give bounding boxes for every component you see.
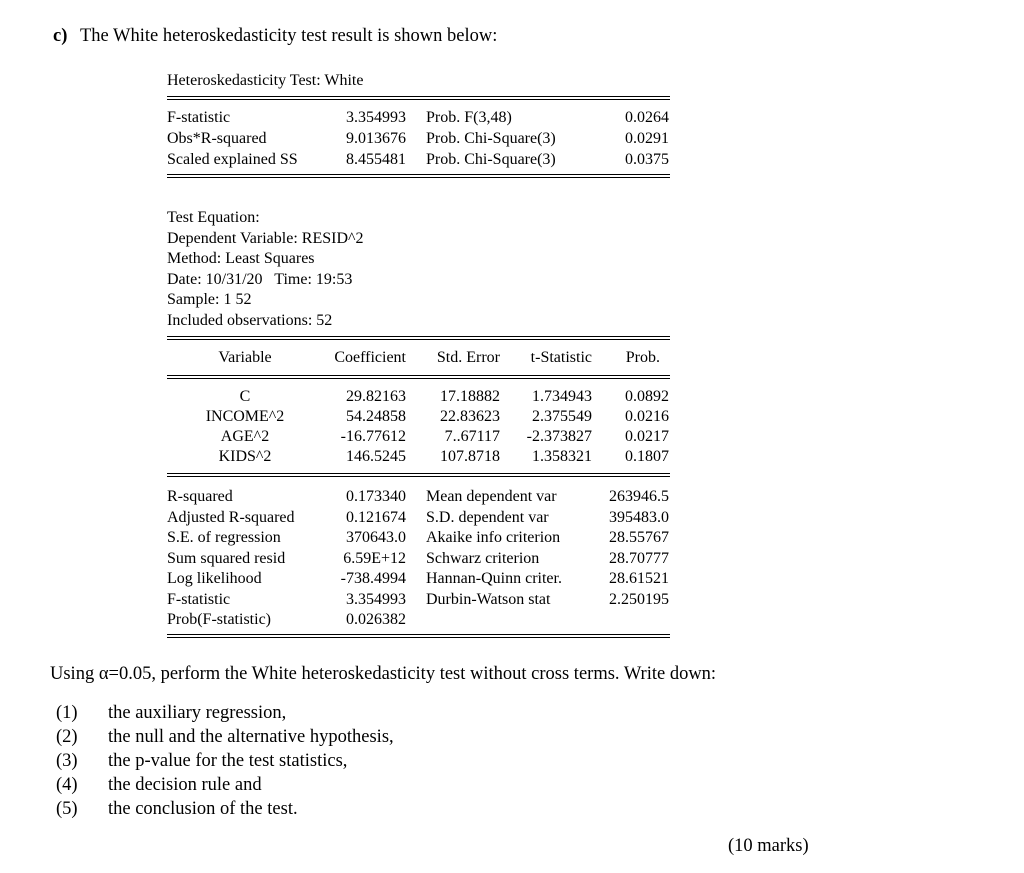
- item-text: the auxiliary regression,: [108, 703, 287, 723]
- coefficient-value: 54.24858: [346, 408, 406, 425]
- method: Method: Least Squares: [167, 250, 315, 267]
- variable-name: INCOME^2: [205, 408, 285, 425]
- header-std-error: Std. Error: [436, 349, 500, 366]
- summary-row: [0, 508, 1024, 528]
- summary-label: R-squared: [167, 488, 233, 505]
- summary-value-2: 28.61521: [609, 570, 669, 587]
- summary-value: 0.026382: [346, 611, 406, 628]
- summary-value: -738.4994: [340, 570, 406, 587]
- item-number: (4): [56, 775, 78, 795]
- prob-label: Prob. F(3,48): [426, 109, 512, 126]
- summary-label-2: S.D. dependent var: [426, 508, 549, 526]
- summary-value-2: 28.70777: [609, 549, 669, 567]
- prob-value: 0.0892: [625, 388, 669, 405]
- summary-value-2: 2.250195: [609, 590, 669, 608]
- std-error-value: 7..67117: [444, 428, 500, 445]
- stat-value: 8.455481: [346, 151, 406, 168]
- item-text: the null and the alternative hypothesis,: [108, 727, 394, 747]
- divider: [167, 96, 670, 100]
- test-stat-row: [0, 108, 1024, 128]
- divider: [167, 174, 670, 178]
- header-t-statistic: t-Statistic: [530, 349, 592, 366]
- item-text: the decision rule and: [108, 775, 262, 795]
- variable-name: C: [239, 388, 251, 405]
- summary-label: F-statistic: [167, 590, 231, 608]
- stat-label: F-statistic: [167, 109, 231, 126]
- item-number: (2): [56, 727, 78, 747]
- divider: [167, 336, 670, 340]
- summary-row: [0, 590, 1024, 610]
- divider: [167, 473, 670, 477]
- summary-label-2: Hannan-Quinn criter.: [426, 570, 562, 587]
- question-heading: [53, 24, 497, 48]
- summary-row: [0, 528, 1024, 548]
- summary-label: Sum squared resid: [167, 549, 286, 567]
- coef-row: [0, 387, 1024, 407]
- summary-row: [0, 610, 1024, 630]
- header-coefficient: Coefficient: [334, 349, 406, 366]
- prob-value: 0.0216: [625, 408, 669, 425]
- item-number: (1): [56, 703, 78, 723]
- prob-value: 0.0264: [625, 109, 669, 126]
- coefficient-value: -16.77612: [340, 428, 406, 445]
- prob-value: 0.1807: [625, 448, 669, 465]
- item-number: (3): [56, 751, 78, 771]
- prob-value: 0.0375: [625, 151, 669, 168]
- coef-row: [0, 427, 1024, 447]
- equation-heading: Test Equation:: [167, 209, 260, 226]
- summary-label: Log likelihood: [167, 570, 262, 587]
- summary-label-2: Schwarz criterion: [426, 549, 540, 567]
- stat-label: Scaled explained SS: [167, 151, 298, 168]
- stat-value: 3.354993: [346, 109, 406, 126]
- coef-header-row: [0, 348, 1024, 368]
- date-time: Date: 10/31/20 Time: 19:53: [167, 271, 353, 288]
- prob-value: 0.0291: [625, 130, 669, 147]
- included-observations: Included observations: 52: [167, 312, 333, 329]
- item-text: the conclusion of the test.: [108, 799, 298, 819]
- instruction-item: [0, 797, 1024, 821]
- t-statistic-value: 1.358321: [532, 448, 592, 465]
- t-statistic-value: -2.373827: [526, 428, 592, 445]
- summary-row: [0, 487, 1024, 507]
- std-error-value: 17.18882: [440, 388, 500, 405]
- instructions-prompt: Using α=0.05, perform the White heteroskedasticity test without cross terms. Write down:: [50, 664, 717, 684]
- summary-row: [0, 549, 1024, 569]
- instruction-item: [0, 725, 1024, 749]
- summary-value: 6.59E+12: [343, 549, 406, 567]
- instruction-item: [0, 749, 1024, 773]
- test-stat-row: [0, 129, 1024, 149]
- variable-name: KIDS^2: [218, 448, 272, 465]
- t-statistic-value: 2.375549: [532, 408, 592, 425]
- summary-label-2: Durbin-Watson stat: [426, 590, 551, 608]
- coefficient-value: 29.82163: [346, 388, 406, 405]
- header-variable: Variable: [218, 349, 272, 366]
- summary-value: 0.121674: [346, 508, 406, 526]
- stat-value: 9.013676: [346, 130, 406, 147]
- test-stat-row: [0, 150, 1024, 170]
- instruction-item: [0, 773, 1024, 797]
- sample: Sample: 1 52: [167, 291, 252, 308]
- marks: (10 marks): [728, 836, 809, 856]
- summary-label-2: Akaike info criterion: [426, 529, 561, 546]
- instruction-item: [0, 701, 1024, 725]
- prob-value: 0.0217: [625, 428, 669, 445]
- t-statistic-value: 1.734943: [532, 388, 592, 405]
- divider: [167, 634, 670, 638]
- std-error-value: 22.83623: [440, 408, 500, 425]
- stat-label: Obs*R-squared: [167, 130, 267, 147]
- divider: [167, 375, 670, 379]
- summary-value-2: 263946.5: [609, 488, 669, 505]
- prob-label: Prob. Chi-Square(3): [426, 151, 556, 168]
- item-number: (5): [56, 799, 78, 819]
- summary-label-2: Mean dependent var: [426, 488, 557, 505]
- summary-value: 370643.0: [346, 529, 406, 546]
- summary-label: Prob(F-statistic): [167, 611, 271, 628]
- question-intro: The White heteroskedasticity test result is shown below:: [80, 26, 498, 46]
- prob-label: Prob. Chi-Square(3): [426, 130, 556, 147]
- variable-name: AGE^2: [220, 428, 270, 445]
- summary-row: [0, 569, 1024, 589]
- question-label: c): [53, 26, 68, 46]
- coef-row: [0, 407, 1024, 427]
- summary-label: S.E. of regression: [167, 529, 281, 546]
- coef-row: [0, 447, 1024, 467]
- header-prob: Prob.: [625, 349, 660, 366]
- output-title: Heteroskedasticity Test: White: [167, 72, 364, 89]
- summary-value-2: 395483.0: [609, 508, 669, 526]
- item-text: the p-value for the test statistics,: [108, 751, 348, 771]
- std-error-value: 107.8718: [440, 448, 500, 465]
- summary-value: 3.354993: [346, 590, 406, 608]
- summary-value-2: 28.55767: [609, 529, 669, 546]
- summary-label: Adjusted R-squared: [167, 508, 295, 526]
- dependent-variable: Dependent Variable: RESID^2: [167, 230, 364, 247]
- coefficient-value: 146.5245: [346, 448, 406, 465]
- summary-value: 0.173340: [346, 488, 406, 505]
